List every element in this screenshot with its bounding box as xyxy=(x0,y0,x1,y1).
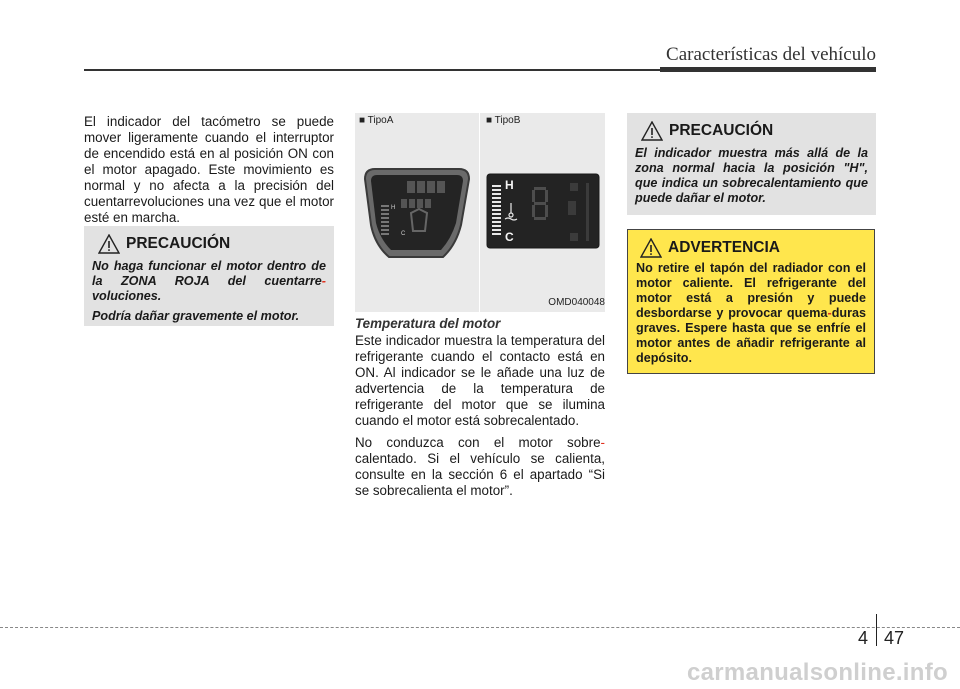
cluster-type-a-image xyxy=(361,165,473,265)
temperature-paragraph-1: Este indicador muestra la temperatura del refrigerante cuando el contacto está en ON. Al indicador se le añade una luz de advertencia de la temperatura de refrigerante del motor que se ilumina cuando el motor está sobrecalentado. xyxy=(355,333,605,428)
gauge-hot-mark: H xyxy=(505,178,514,192)
caution-text-cont: voluciones. xyxy=(92,289,162,303)
hyphen-mark: - xyxy=(827,306,832,320)
caution-text: No haga funcionar el motor dentro de la ZONA ROJA del cuentarre xyxy=(92,259,326,288)
cluster-type-b-image xyxy=(486,173,600,249)
warning-text: No retire el tapón del radiador con el motor caliente. El refrigerante del motor está a presión y puede desbordarse y provocar quema xyxy=(636,261,866,320)
paragraph-2-text: No conduzca con el motor sobre xyxy=(355,435,601,450)
footer-rule xyxy=(0,627,960,628)
figure-label-type-b: ■ TipoB xyxy=(486,115,521,126)
warning-body xyxy=(636,261,866,366)
figure-code: OMD040048 xyxy=(548,297,605,308)
gauge-cold-mark: C xyxy=(505,230,514,244)
svg-text:C: C xyxy=(401,231,406,237)
page-number: 47 xyxy=(884,628,905,648)
hyphen-mark: - xyxy=(321,274,326,288)
warning-triangle-icon xyxy=(98,234,120,254)
temperature-text xyxy=(355,333,605,505)
warning-box-radiator xyxy=(627,229,875,374)
section-title: Características del vehículo xyxy=(666,44,876,65)
svg-text:H: H xyxy=(391,205,396,211)
page-number-separator xyxy=(876,614,877,646)
tachometer-paragraph: El indicador del tacómetro se puede mover ligeramente cuando el interruptor de encendido está en al posición ON con el motor apagado. Este movimiento es normal y no afecta a la precisión del cuentarrevoluciones una vez que el motor esté en marcha. xyxy=(84,114,334,225)
caution-box-redzone xyxy=(84,226,334,326)
paragraph-2-text-cont: calentado. Si el vehículo se calienta, consulte en la sección 6 el apartado “Si se sobrecalienta el motor”. xyxy=(355,451,605,498)
chapter-number: 4 xyxy=(858,628,869,648)
caution-body xyxy=(92,259,326,324)
warning-triangle-icon xyxy=(641,121,663,141)
temperature-subheading: Temperatura del motor xyxy=(355,316,501,331)
caution-box-overheat xyxy=(627,113,876,215)
figure-divider xyxy=(479,113,480,312)
header-rule-accent xyxy=(660,67,876,72)
hyphen-mark: - xyxy=(600,435,605,450)
site-watermark: carmanualsonline.info xyxy=(686,659,948,686)
warning-text-cont: duras graves. Espere hasta que se enfríe el motor antes de añadir refrigerante al depósito. xyxy=(636,306,866,365)
caution-text-line2: Podría dañar gravemente el motor. xyxy=(92,309,300,323)
caution-title: PRECAUCIÓN xyxy=(126,235,231,252)
temperature-paragraph-2 xyxy=(355,435,605,499)
caution-title: PRECAUCIÓN xyxy=(669,122,774,139)
warning-title: ADVERTENCIA xyxy=(668,239,780,256)
warning-triangle-icon xyxy=(640,238,662,258)
caution-body: El indicador muestra más allá de la zona normal hacia la posición "H", que indica un sobrecalentamiento que puede dañar el motor. xyxy=(635,146,868,205)
temperature-gauge-figure xyxy=(355,113,605,312)
figure-label-type-a: ■ TipoA xyxy=(359,115,394,126)
